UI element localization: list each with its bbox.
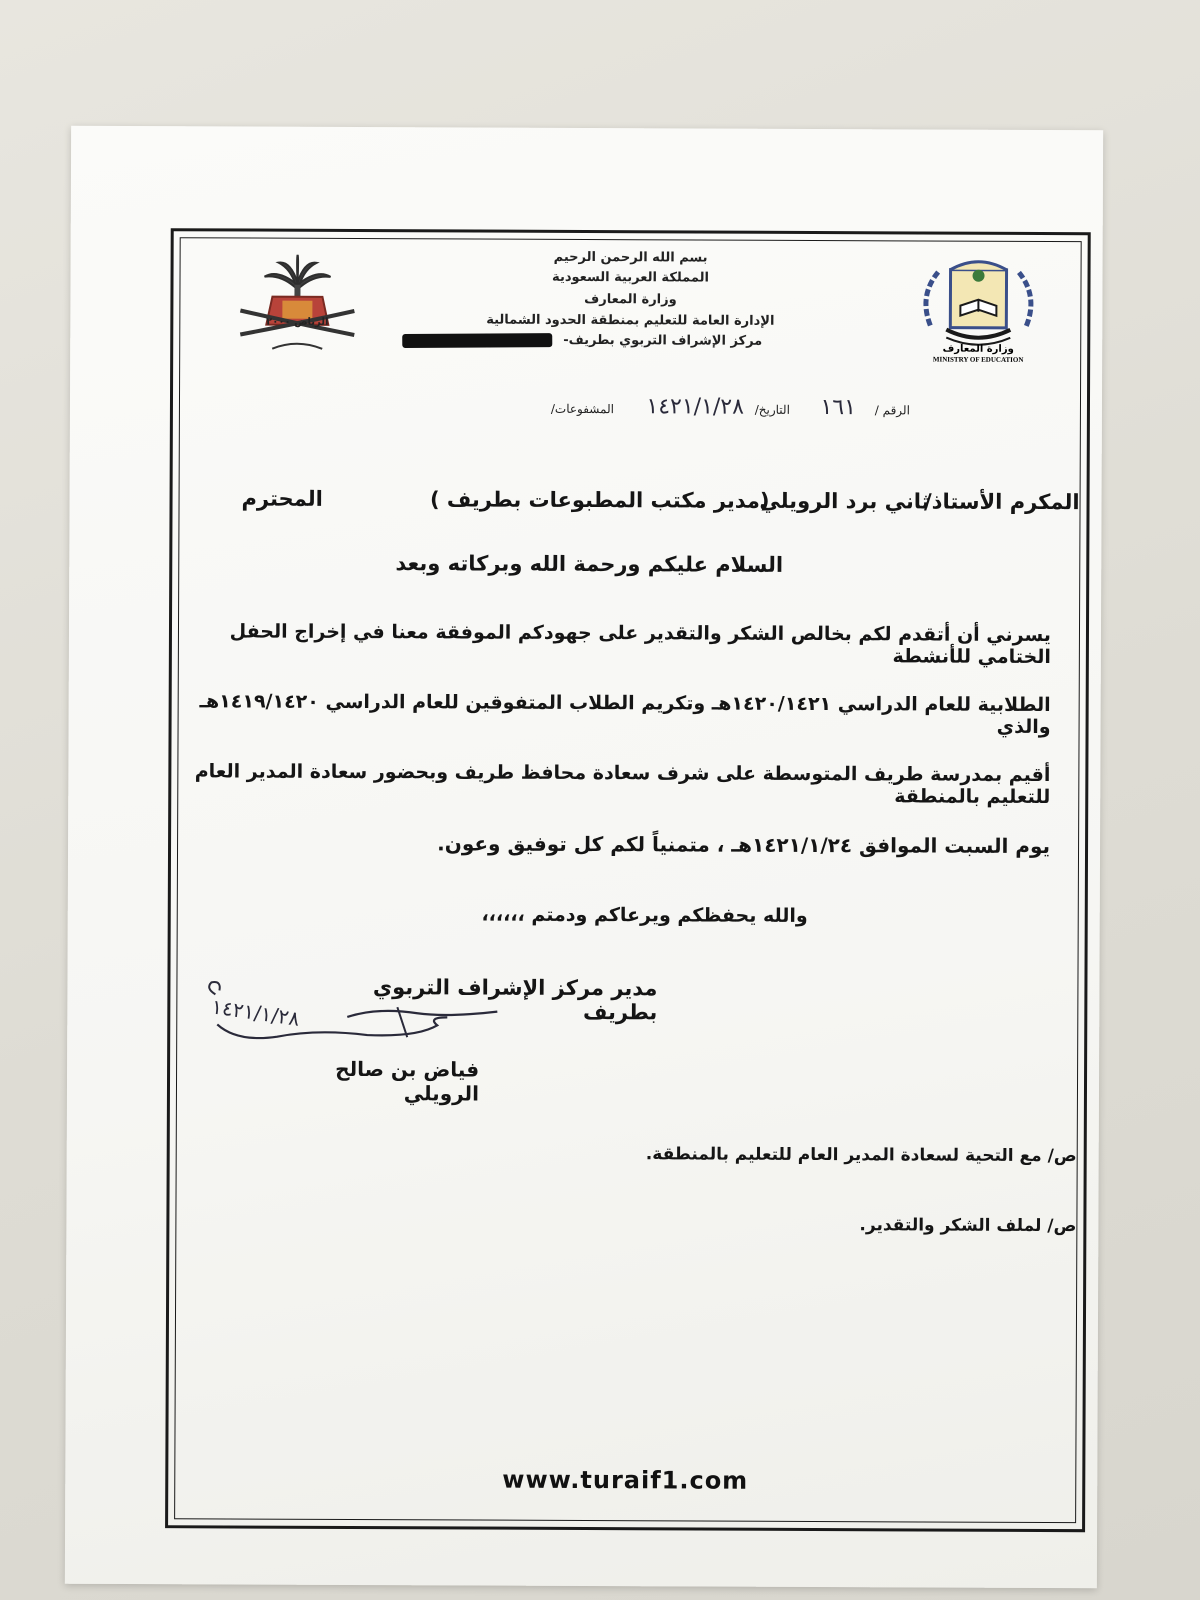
body-line-1: يسرني أن أتقدم لكم بخالص الشكر والتقدير على جهودكم الموفقة معنا في إخراج الحفل الختامي للأنشطة (229, 620, 1052, 669)
attachments-label: المشفوعات/ (550, 401, 614, 417)
addressee-title: (مدير مكتب المطبوعات بطريف ) (429, 487, 770, 513)
body-line-2: الطلابية للعام الدراسي ١٤٢٠/١٤٢١هـ وتكريم الطلاب المتفوقين للعام الدراسي ١٤١٩/١٤٢٠هـ والذي (199, 690, 1051, 739)
ministry-arabic-caption: وزارة المعارف (942, 343, 1014, 355)
directorate-name: الإدارة العامة للتعليم بمنطقة الحدود الشمالية (486, 312, 775, 329)
number-label: الرقم / (874, 403, 910, 418)
number-value: ١٦١ (820, 395, 857, 421)
watermark-url: www.turaif1.com (502, 1465, 749, 1495)
addressee-honorific: المحترم (241, 486, 323, 511)
letter-paper (65, 126, 1103, 1588)
document-inner-border (174, 237, 1082, 1523)
center-name: مركز الإشراف التربوي بطريف- (563, 332, 763, 349)
basmala: بسم الله الرحمن الرحيم (553, 249, 708, 266)
closing: والله يحفظكم ويرعاكم ودمتم ،،،،،، (481, 903, 808, 927)
ministry-english-caption: MINISTRY OF EDUCATION (932, 355, 1024, 364)
addressee-prefix: المكرم الأستاذ/ (923, 489, 1080, 515)
document-border (165, 228, 1091, 1532)
date-label: التاريخ/ (754, 402, 790, 417)
date-value: ١٤٢١/١/٢٨ (646, 394, 745, 420)
body-line-4: يوم السبت الموافق ١٤٢١/١/٢٤هـ ، متمنياً لكم كل توفيق وعون. (437, 831, 1051, 859)
kingdom-name: المملكة العربية السعودية (552, 269, 710, 286)
copy-line-2: ص/ لملف الشكر والتقدير. (859, 1215, 1077, 1237)
copy-line-1: ص/ مع التحية لسعادة المدير العام للتعليم بالمنطقة. (645, 1144, 1077, 1167)
signatory-position: مدير مركز الإشراف التربوي بطريف (372, 975, 658, 1025)
body-line-3: أقيم بمدرسة طريف المتوسطة على شرف سعادة محافظ طريف وبحضور سعادة المدير العام للتعليم بالمنطقة (194, 760, 1051, 809)
signature-handwritten-date: ١٤٢١/١/٢٨ (210, 994, 302, 1031)
ministry-name: وزارة المعارف (584, 291, 677, 308)
riyadh-logo-caption: الرياض ٢٠٠٠ (266, 316, 329, 328)
addressee-name: ثاني برد الرويلي (759, 488, 930, 514)
redaction-bar (402, 333, 552, 348)
signatory-name: فياض بن صالح الرويلي (335, 1056, 480, 1106)
greeting: السلام عليكم ورحمة الله وبركاته وبعد (395, 551, 784, 577)
